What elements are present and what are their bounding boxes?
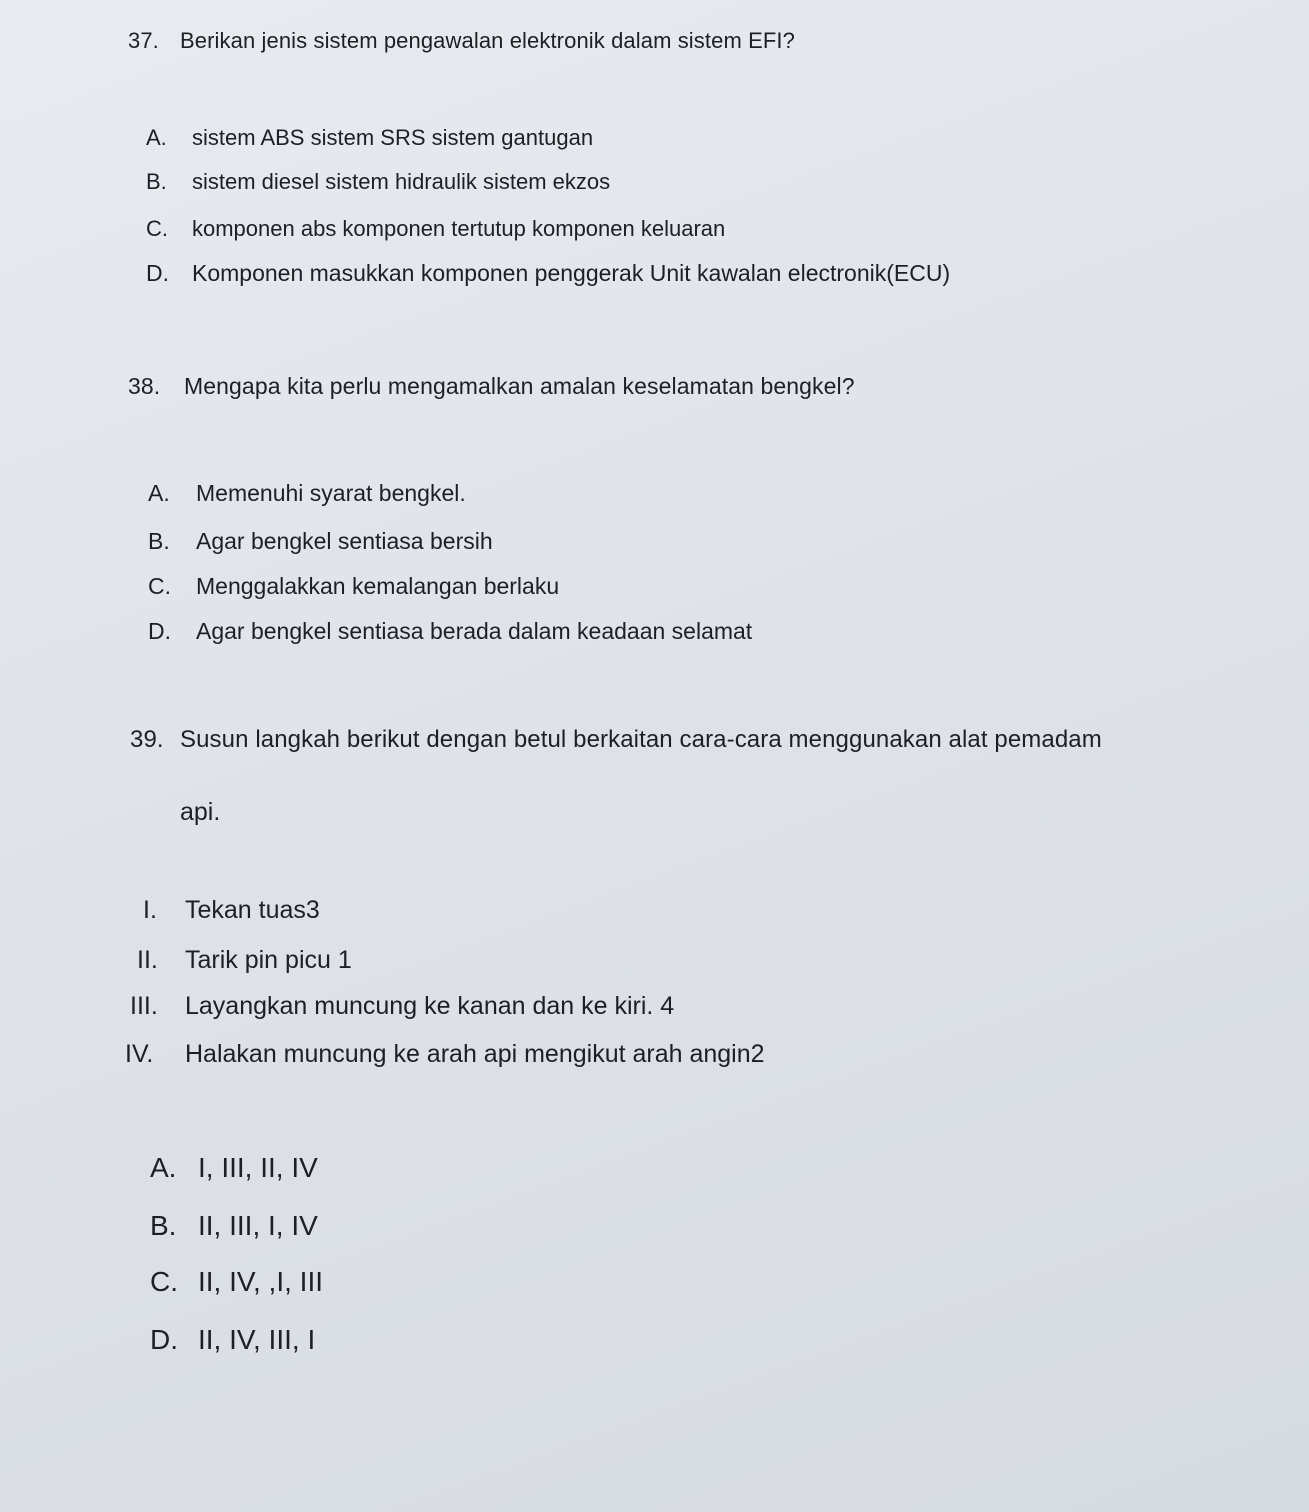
- question-38-option-a: [148, 482, 466, 505]
- option-letter: C.: [150, 1266, 178, 1297]
- question-37-option-c: [146, 218, 725, 240]
- step-numeral: III.: [130, 992, 158, 1020]
- step-numeral: IV.: [125, 1040, 154, 1068]
- option-letter: A.: [146, 125, 167, 150]
- option-text: Menggalakkan kemalangan berlaku: [196, 573, 560, 599]
- option-text: II, IV, III, I: [198, 1324, 316, 1355]
- step-text: Halakan muncung ke arah api mengikut arah angin2: [185, 1040, 765, 1068]
- question-37-option-a: [146, 127, 593, 149]
- question-37-number: 37.: [128, 28, 159, 53]
- option-text: Agar bengkel sentiasa bersih: [196, 528, 493, 554]
- step-numeral: II.: [137, 946, 158, 974]
- option-text: Agar bengkel sentiasa berada dalam keadaan selamat: [196, 618, 753, 644]
- option-letter: B.: [150, 1210, 177, 1241]
- question-37-option-d: [146, 262, 950, 285]
- question-37-text: Berikan jenis sistem pengawalan elektronik dalam sistem EFI?: [180, 28, 795, 53]
- question-39-title: [130, 728, 1102, 752]
- question-39-step-2: [137, 948, 352, 973]
- question-37-title: [128, 30, 795, 52]
- option-letter: B.: [146, 169, 167, 194]
- option-letter: D.: [150, 1324, 178, 1355]
- option-text: sistem ABS sistem SRS sistem gantugan: [192, 125, 594, 150]
- question-39-option-a: [150, 1154, 318, 1182]
- option-text: I, III, II, IV: [198, 1152, 318, 1183]
- option-text: II, IV, ,I, III: [198, 1266, 324, 1297]
- step-numeral: I.: [143, 896, 157, 924]
- question-39-step-4: [125, 1042, 765, 1067]
- step-text: Layangkan muncung ke kanan dan ke kiri. 4: [185, 992, 675, 1020]
- question-39-text-line1: Susun langkah berikut dengan betul berkaitan cara-cara menggunakan alat pemadam: [180, 726, 1102, 753]
- question-39-step-1: [143, 898, 320, 923]
- option-letter: B.: [148, 528, 170, 554]
- question-39-option-d: [150, 1326, 315, 1354]
- question-37-option-b: [146, 171, 610, 193]
- question-38-title: [128, 375, 855, 398]
- option-letter: D.: [148, 618, 171, 644]
- question-39-number: 39.: [130, 726, 164, 753]
- option-letter: A.: [150, 1152, 177, 1183]
- option-text: sistem diesel sistem hidraulik sistem ekzos: [192, 169, 611, 194]
- question-39-option-c: [150, 1268, 323, 1296]
- option-text: II, III, I, IV: [198, 1210, 318, 1241]
- option-letter: A.: [148, 480, 170, 506]
- step-text: Tarik pin picu 1: [185, 946, 352, 974]
- question-39-text-line2: api.: [180, 798, 221, 826]
- question-39-step-3: [130, 994, 674, 1019]
- question-38-option-c: [148, 575, 559, 598]
- option-letter: C.: [146, 216, 168, 241]
- option-letter: C.: [148, 573, 171, 599]
- option-text: Memenuhi syarat bengkel.: [196, 480, 466, 506]
- question-38-number: 38.: [128, 373, 161, 399]
- question-39-option-b: [150, 1212, 318, 1240]
- step-text: Tekan tuas3: [185, 896, 320, 924]
- question-38-option-b: [148, 530, 493, 553]
- question-38-text: Mengapa kita perlu mengamalkan amalan keselamatan bengkel?: [184, 373, 855, 399]
- question-38-option-d: [148, 620, 752, 643]
- option-text: Komponen masukkan komponen penggerak Unit kawalan electronik(ECU): [192, 260, 951, 286]
- option-text: komponen abs komponen tertutup komponen keluaran: [192, 216, 726, 241]
- option-letter: D.: [146, 260, 169, 286]
